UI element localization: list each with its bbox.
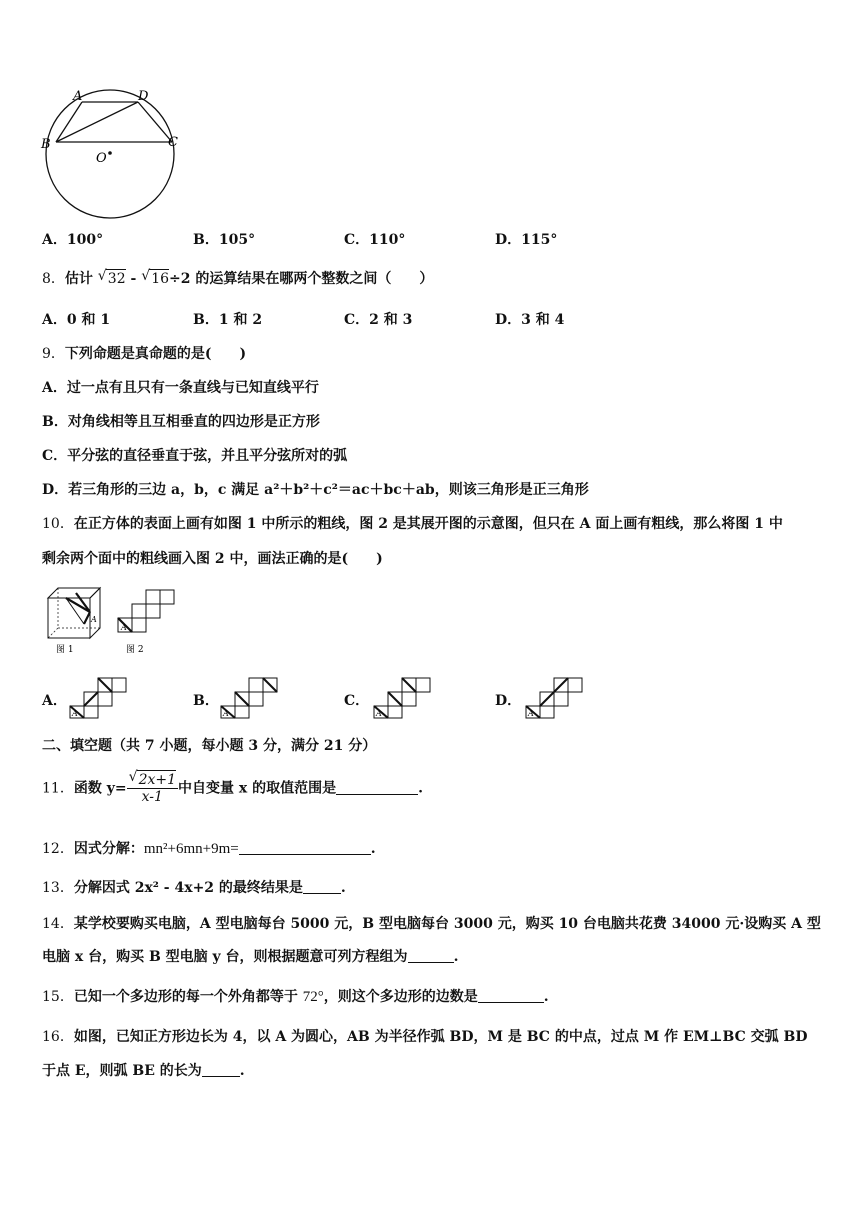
net-face-a: A: [121, 623, 127, 632]
question-16-line2: 于点 E，则弧 BE 的长为 .: [42, 1063, 245, 1079]
label-d: D: [138, 89, 149, 104]
q8-option-d: D．3 和 4: [495, 312, 565, 328]
q8-option-c: C．2 和 3: [344, 312, 413, 328]
q7-option-b: B．105°: [193, 232, 256, 248]
question-11: 11．函数 y= √ 2x+1 x-1 中自变量 x 的取值范围是 .: [42, 769, 424, 805]
label-c: C: [168, 135, 178, 150]
q15-answer-blank: [478, 988, 544, 1003]
q10-option-d-figure: [524, 676, 586, 720]
option-c-face-label: A: [376, 709, 382, 718]
section-2-heading: 二、填空题（共 7 小题，每小题 3 分，满分 21 分）: [42, 738, 377, 754]
q9-option-b: B．对角线相等且互相垂直的四边形是正方形: [42, 414, 320, 430]
label-a: A: [73, 89, 83, 104]
q10-option-c: C．: [344, 693, 370, 709]
option-b-face-label: A: [223, 709, 229, 718]
net-figure-2: [116, 588, 178, 656]
cube-figure-1: [44, 584, 104, 656]
q13-answer-blank: [303, 879, 341, 894]
question-16-line1: 16．如图，已知正方形边长为 4，以 A 为圆心，AB 为半径作弧 BD，M 是 BC 的中点，过点 M 作 EM⊥BC 交弧 BD: [42, 1029, 808, 1045]
q7-option-a: A．100°: [42, 232, 104, 248]
question-10-line2: 剩余两个面中的粗线画入图 2 中，画法正确的是( ): [42, 551, 383, 567]
question-15: 15．已知一个多边形的每一个外角都等于 72°，则这个多边形的边数是 .: [42, 989, 549, 1005]
fig2-caption: 图 2: [126, 645, 144, 655]
q8-option-b: B．1 和 2: [193, 312, 263, 328]
q10-option-d: D．: [495, 693, 522, 709]
sqrt-32: √ 32: [97, 268, 126, 287]
question-8: 8．估计 √ 32 - √ 16÷2 的运算结果在哪两个整数之间（ ）: [42, 268, 434, 287]
q10-option-a: A．: [42, 693, 67, 709]
question-12: 12．因式分解：mn²+6mn+9m= .: [42, 841, 376, 857]
question-9: 9．下列命题是真命题的是( ): [42, 346, 247, 362]
q7-option-c: C．110°: [344, 232, 406, 248]
question-10-line1: 10．在正方体的表面上画有如图 1 中所示的粗线，图 2 是其展开图的示意图，但只在 A 面上画有粗线，那么将图 1 中: [42, 516, 783, 532]
q11-fraction: √ 2x+1 x-1: [128, 769, 177, 805]
q10-option-c-figure: [372, 676, 434, 720]
q10-option-b-figure: [219, 676, 281, 720]
q8-option-a: A．0 和 1: [42, 312, 111, 328]
q9-option-a: A．过一点有且只有一条直线与已知直线平行: [42, 380, 319, 396]
q14-answer-blank: [408, 948, 454, 963]
option-d-face-label: A: [528, 709, 534, 718]
question-13: 13．分解因式 2x² - 4x+2 的最终结果是 .: [42, 880, 346, 896]
label-o: O: [96, 151, 107, 166]
q9-option-c: C．平分弦的直径垂直于弦，并且平分弦所对的弧: [42, 448, 348, 464]
q10-option-b: B．: [193, 693, 219, 709]
option-a-face-label: A: [72, 709, 78, 718]
fig1-caption: 图 1: [56, 645, 74, 655]
q10-option-a-figure: [68, 676, 130, 720]
q9-option-d: D．若三角形的三边 a，b，c 满足 a²＋b²＋c²＝ac＋bc＋ab，则该三角形是正三角形: [42, 482, 589, 498]
q16-answer-blank: [202, 1062, 240, 1077]
cube-face-a: A: [91, 615, 97, 624]
question-14-line1: 14．某学校要购买电脑，A 型电脑每台 5000 元，B 型电脑每台 3000 元，购买 10 台电脑共花费 34000 元·设购买 A 型: [42, 916, 821, 932]
question-14-line2: 电脑 x 台，购买 B 型电脑 y 台，则根据题意可列方程组为 .: [42, 949, 459, 965]
q7-option-d: D．115°: [495, 232, 558, 248]
q11-answer-blank: [336, 780, 418, 795]
sqrt-16: √ 16: [141, 268, 170, 287]
q12-answer-blank: [239, 840, 371, 855]
circle-figure: [38, 86, 188, 221]
label-b: B: [41, 137, 51, 152]
